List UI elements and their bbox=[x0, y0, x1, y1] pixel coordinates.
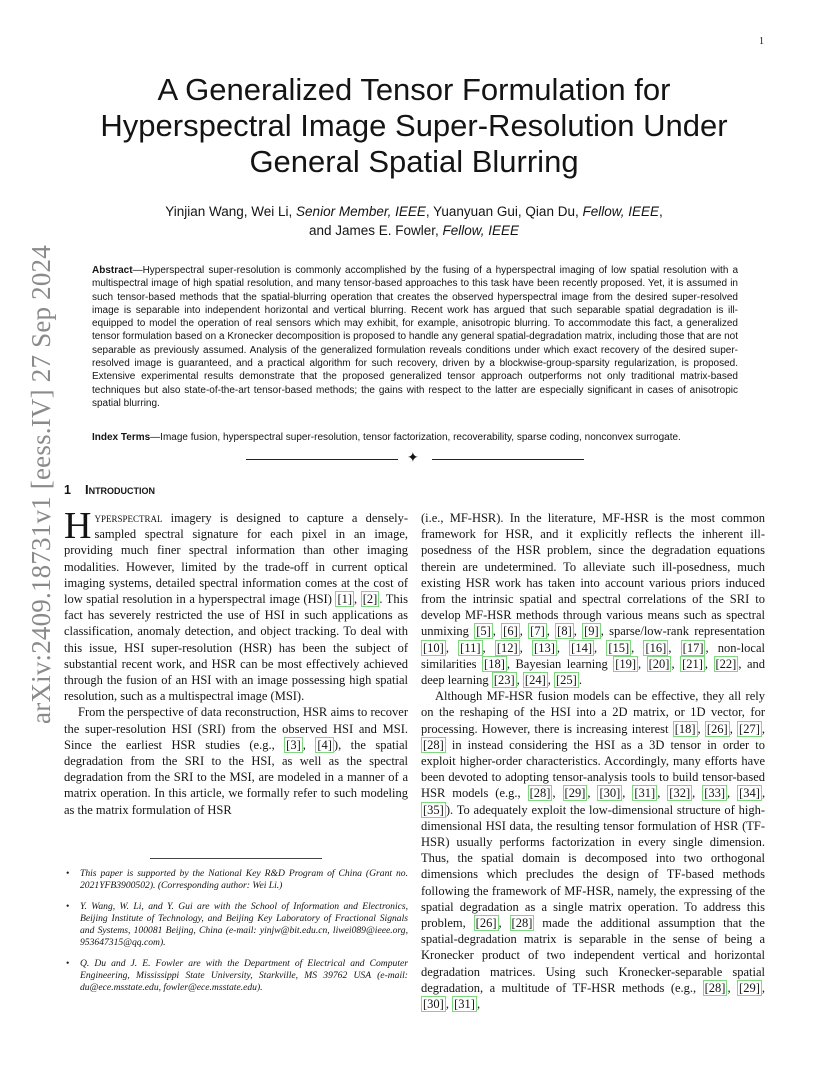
citation-link[interactable]: [ 15 ] bbox=[606, 640, 631, 656]
citation-link[interactable]: [ 30 ] bbox=[597, 785, 622, 801]
diamond-icon: ✦ bbox=[407, 451, 419, 466]
citation-link[interactable]: [ 29 ] bbox=[737, 980, 762, 996]
section-heading bbox=[64, 482, 408, 500]
citation-link[interactable]: [ 12 ] bbox=[495, 640, 520, 656]
divider-line bbox=[246, 459, 398, 460]
citation-link[interactable]: [ 24 ] bbox=[523, 672, 548, 688]
citation-link[interactable]: [ 3 ] bbox=[284, 737, 303, 753]
citation-link[interactable]: [ 13 ] bbox=[532, 640, 557, 656]
citation-link[interactable]: [ 19 ] bbox=[613, 656, 638, 672]
left-column bbox=[64, 482, 408, 818]
citation-link[interactable]: [ 26 ] bbox=[705, 721, 730, 737]
abstract-text: —Hyperspectral super-resolution is commonly accomplished by the fusing of a hyperspectral imaging of low spatial resolution with a multispectral image of high spatial resolution, and many tensor-based approaches to this task have been recently proposed. Yet, it is assumed in such tensor-based methods that the spatial-blurring operation that creates the observed hyperspectral image from the desired super-resolved image is separable into independent horizontal and vertical blurring. Recent work has argued that such separable spatial degradation is ill-equipped to model the operation of real sensors which may exhibit, for example, anisotropic blurring. To accommodate this fact, a generalized tensor formulation based on a Kronecker decomposition is proposed to handle any general spatial-degradation matrix, including those that are not separable as previously assumed. Analysis of the generalized formulation reveals conditions under which exact recovery of the desired super-resolved image is guaranteed, and a practical algorithm for such recovery, driven by a blockwise-group-sparsity regularization, is proposed. Extensive experimental results demonstrate that the proposed generalized tensor approach outperforms not only traditional matrix-based techniques but also state-of-the-art tensor-based methods; the gains with respect to the latter are especially significant in cases of anisotropic spatial blurring. bbox=[92, 265, 738, 409]
author-names: , bbox=[659, 204, 663, 219]
citation-link[interactable]: [ 17 ] bbox=[681, 640, 706, 656]
citation-link[interactable]: [ 27 ] bbox=[737, 721, 762, 737]
citation-link[interactable]: [ 29 ] bbox=[563, 785, 588, 801]
bullet-icon: • bbox=[66, 901, 70, 912]
citation-link[interactable]: [ 35 ] bbox=[421, 802, 446, 818]
footnote-rule bbox=[150, 858, 322, 859]
index-terms-label: Index Terms bbox=[92, 432, 151, 443]
citation-link[interactable]: [ 22 ] bbox=[714, 656, 739, 672]
intro-paragraph-3: (i.e., MF-HSR). In the literature, MF-HSR is the most common framework for HSR, and it explicitly reflects the inherent ill-posedness of the HSR problem, since the degradation equations therein are undetermined. To alleviate such ill-posedness, much existing HSR work has taken into account various priors induced from the intrinsic spatial and spectral correlations of the SRI to develop MF-HSR methods through various means such as spectral unmixing [ 5 ] , [ 6 ] , [ 7 ] , [ 8 ] , [ 9 ] , sparse/low-rank representation [ 10 ] , [ 11 ] , [ 12 ] , [ 13 ] , [ 14 ] , [ 15 ] , [ 16 ] , [ 17 ] , non-local similarities [ 18 ] , Bayesian learning [ 19 ] , [ 20 ] , [ 21 ] , [ 22 ] , and deep learning [ 23 ] , [ 24 ] , [ 25 ] . bbox=[421, 510, 765, 688]
footnotes bbox=[64, 868, 408, 1003]
citation-link[interactable]: [ 33 ] bbox=[702, 785, 727, 801]
citation-link[interactable]: [ 16 ] bbox=[643, 640, 668, 656]
author-role: Senior Member, IEEE bbox=[296, 204, 426, 219]
arxiv-stamp bbox=[20, 244, 62, 724]
citation-link[interactable]: [ 28 ] bbox=[528, 785, 553, 801]
citation-link[interactable]: [ 25 ] bbox=[554, 672, 579, 688]
citation-link[interactable]: [ 18 ] bbox=[482, 656, 507, 672]
section-number: 1 bbox=[64, 483, 71, 497]
footnote-funding: • This paper is supported by the National Key R&D Program of China (Grant no. 2021YFB3900502). (Corresponding author: Wei Li.) bbox=[66, 868, 408, 891]
citation-link[interactable]: [ 30 ] bbox=[421, 996, 446, 1012]
author-names: Yinjian Wang, Wei Li, bbox=[165, 204, 293, 219]
citation-link[interactable]: [ 21 ] bbox=[680, 656, 705, 672]
citation-link[interactable]: [ 23 ] bbox=[492, 672, 517, 688]
page-number: 1 bbox=[759, 36, 764, 47]
intro-paragraph-1: Hyperspectral imagery is designed to capture a densely-sampled spectral signature for each pixel in an image, providing much finer spectral information than other imaging modalities. However, limited by the trade-off in current optical imaging systems, detailed spectral information comes at the cost of low spatial resolution in a hyperspectral image (HSI) [ 1 ] , [ 2 ] . This fact has severely restricted the use of HSI in such applications as classification, anomaly detection, and object tracking. To deal with this issue, HSI super-resolution (HSR) has been the subject of substantial recent work, and HSR can be most effectively achieved through the fusion of an HSI with an image possessing high spatial resolution, such as a multispectral image (MSI). bbox=[64, 510, 408, 704]
citation-link[interactable]: [ 28 ] bbox=[510, 915, 535, 931]
citation-link[interactable]: [ 14 ] bbox=[569, 640, 594, 656]
citation-link[interactable]: [ 32 ] bbox=[667, 785, 692, 801]
citation-link[interactable]: [ 18 ] bbox=[673, 721, 698, 737]
citation-link[interactable]: [ 1 ] bbox=[335, 591, 354, 607]
author-role: Fellow, IEEE bbox=[582, 204, 660, 219]
intro-paragraph-2: From the perspective of data reconstruction, HSR aims to recover the super-resolution HSI (SRI) from the observed HSI and MSI. Since the earliest HSR studies (e.g., [ 3 ] , [ 4 ] ), the spatial degradation from the SRI to the HSI, as well as the spectral degradation from the SRI to the MSI, are modeled in a manner of a matrix operation. In this article, we formally refer to such modeling as the matrix formulation of HSR bbox=[64, 704, 408, 817]
citation-link[interactable]: [ 20 ] bbox=[647, 656, 672, 672]
right-column bbox=[421, 510, 765, 1012]
citation-link[interactable]: [ 4 ] bbox=[315, 737, 334, 753]
author-names: and James E. Fowler, bbox=[308, 223, 439, 238]
citation-link[interactable]: [ 31 ] bbox=[632, 785, 657, 801]
citation-link[interactable]: [ 2 ] bbox=[361, 591, 380, 607]
citation-link[interactable]: [ 6 ] bbox=[501, 623, 520, 639]
author-list bbox=[90, 202, 738, 240]
index-terms bbox=[92, 431, 738, 444]
section-divider bbox=[246, 452, 584, 466]
citation-link[interactable]: [ 31 ] bbox=[452, 996, 477, 1012]
divider-line bbox=[432, 459, 584, 460]
bullet-icon: • bbox=[66, 958, 70, 969]
section-title: Introduction bbox=[84, 482, 156, 497]
intro-paragraph-4: Although MF-HSR fusion models can be effective, they all rely on the reshaping of the HSI into a 2D matrix, or 1D vector, for processing. However, there is increasing interest [ 18 ] , [ 26 ] , [ 27 ] , [ 28 ] in instead considering the HSI as a 3D tensor in order to exploit higher-order characteristics. Accordingly, many efforts have been devoted to adopting tensor-analysis tools to build tensor-based HSR models (e.g., [ 28 ] , [ 29 ] , [ 30 ] , [ 31 ] , [ 32 ] , [ 33 ] , [ 34 ] , [ 35 ] ). To adequately exploit the low-dimensional structure of high-dimensional HSI data, the resulting tensor formulation of HSR (TF-HSR) usually performs factorization in every single dimension. Thus, the spatial domain is decomposed into two orthogonal dimensions which precludes the design of TF-based methods following the framework of MF-HSR, namely, the expressing of the spatial degradation as a single matrix operation. To address this problem, [ 26 ] , [ 28 ] made the additional assumption that the spatial-degradation matrix is separable in the sense of being a Kronecker product of two independent vertical and horizontal degradation matrices. Using such Kronecker-separable spatial degradation, a multitude of TF-HSR methods (e.g., [ 28 ] , [ 29 ] , [ 30 ] , [ 31 ] , bbox=[421, 688, 765, 1012]
citation-link[interactable]: [ 11 ] bbox=[458, 640, 482, 656]
citation-link[interactable]: [ 7 ] bbox=[528, 623, 547, 639]
author-names: , Yuanyuan Gui, Qian Du, bbox=[425, 204, 579, 219]
abstract bbox=[92, 264, 738, 410]
dropcap: H bbox=[64, 505, 92, 547]
citation-link[interactable]: [ 34 ] bbox=[737, 785, 762, 801]
arxiv-id: arXiv:2409.18731v1 [eess.IV] 27 Sep 2024 bbox=[25, 244, 56, 724]
paper-title: A Generalized Tensor Formulation for Hyperspectral Image Super-Resolution Under General Spatial Blurring bbox=[100, 72, 728, 179]
citation-link[interactable]: [ 8 ] bbox=[555, 623, 574, 639]
footnote-affiliation-bit: • Y. Wang, W. Li, and Y. Gui are with the School of Information and Electronics, Beijing Institute of Technology, and Beijing Key Laboratory of Fractional Signals and Systems, 100081 Beijing, China (e-mail: yinjw@bit.edu.cn, liwei089@ieee.org, 953647315@qq.com). bbox=[66, 901, 408, 948]
citation-link[interactable]: [ 28 ] bbox=[703, 980, 728, 996]
footnote-affiliation-msstate: • Q. Du and J. E. Fowler are with the Department of Electrical and Computer Engineering, Mississippi State University, Starkville, MS 39762 USA (e-mail: du@ece.msstate.edu, fowler@ece.msstate.edu). bbox=[66, 958, 408, 993]
author-role: Fellow, IEEE bbox=[442, 223, 520, 238]
citation-link[interactable]: [ 26 ] bbox=[474, 915, 499, 931]
citation-link[interactable]: [ 28 ] bbox=[421, 737, 446, 753]
index-terms-text: —Image fusion, hyperspectral super-resolution, tensor factorization, recoverability, sparse coding, nonconvex surrogate. bbox=[150, 432, 681, 443]
bullet-icon: • bbox=[66, 868, 70, 879]
citation-link[interactable]: [ 5 ] bbox=[474, 623, 493, 639]
citation-link[interactable]: [ 9 ] bbox=[582, 623, 601, 639]
citation-link[interactable]: [ 10 ] bbox=[421, 640, 446, 656]
abstract-label: Abstract bbox=[92, 265, 133, 276]
